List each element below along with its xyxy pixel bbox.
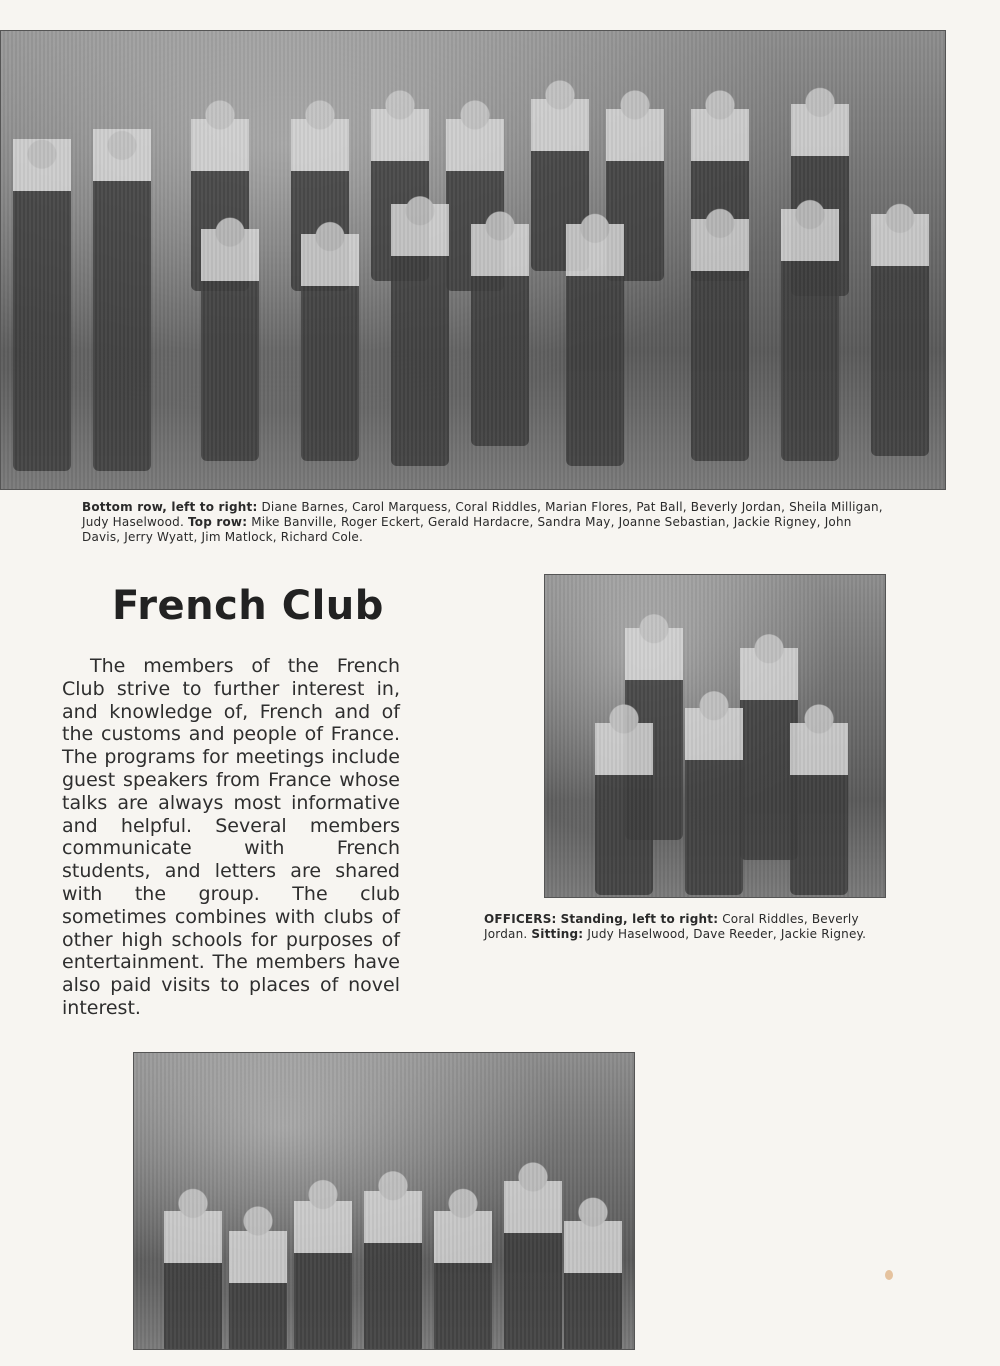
person-figure xyxy=(625,600,683,840)
sitting-names: Judy Haselwood, Dave Reeder, Jackie Rigney. xyxy=(587,927,867,941)
top-row-label: Top row: xyxy=(187,515,248,529)
person-figure xyxy=(164,1183,222,1350)
person-figure xyxy=(781,181,839,461)
group-photo xyxy=(0,30,946,490)
paper-stain xyxy=(885,1270,893,1280)
person-figure xyxy=(391,176,449,466)
officers-photo xyxy=(544,574,886,898)
sitting-label: Sitting: xyxy=(531,927,584,941)
person-figure xyxy=(791,76,849,296)
person-figure xyxy=(13,111,71,471)
standing-label: Standing, left to right: xyxy=(560,912,719,926)
page-title: French Club xyxy=(112,583,384,629)
officers-caption xyxy=(484,912,886,942)
person-figure xyxy=(294,1173,352,1350)
person-figure xyxy=(471,196,529,446)
person-figure xyxy=(291,91,349,291)
person-figure xyxy=(504,1153,562,1350)
bottom-row-label: Bottom row, left to right: xyxy=(82,500,258,514)
person-figure xyxy=(691,191,749,461)
person-figure xyxy=(364,1163,422,1350)
person-figure xyxy=(606,81,664,281)
person-figure xyxy=(685,680,743,895)
person-figure xyxy=(564,1193,622,1350)
person-figure xyxy=(790,695,848,895)
person-figure xyxy=(740,620,798,860)
person-figure xyxy=(531,71,589,271)
group-caption xyxy=(82,500,887,545)
person-figure xyxy=(301,206,359,461)
person-figure xyxy=(566,196,624,466)
person-figure xyxy=(371,81,429,281)
standing-names: Coral Riddles, Beverly Jordan. xyxy=(484,912,859,941)
person-figure xyxy=(446,91,504,291)
person-figure xyxy=(201,201,259,461)
top-row-names: Mike Banville, Roger Eckert, Gerald Hardacre, Sandra May, Joanne Sebastian, Jackie Rigney, John Davis, Jerry Wyatt, Jim Matlock, Richard Cole. xyxy=(82,515,852,544)
person-figure xyxy=(691,81,749,281)
person-figure xyxy=(229,1203,287,1350)
person-figure xyxy=(871,186,929,456)
bottom-row-names: Diane Barnes, Carol Marquess, Coral Riddles, Marian Flores, Pat Ball, Beverly Jordan, Sheila Milligan, Judy Haselwood. xyxy=(82,500,883,529)
article-body: The members of the French Club strive to further interest in, and knowledge of, French and of the customs and people of France. The programs for meetings include guest speakers from France whose talks are always most informative and helpful. Several members communicate with French students, and letters are shared with the group. The club sometimes combines with clubs of other high schools for purposes of entertainment. The members have also paid visits to places of novel interest. xyxy=(62,655,400,1019)
person-figure xyxy=(93,101,151,471)
person-figure xyxy=(434,1183,492,1350)
dance-photo xyxy=(133,1052,635,1350)
person-figure xyxy=(191,91,249,291)
person-figure xyxy=(595,695,653,895)
officers-label: OFFICERS: xyxy=(484,912,557,926)
